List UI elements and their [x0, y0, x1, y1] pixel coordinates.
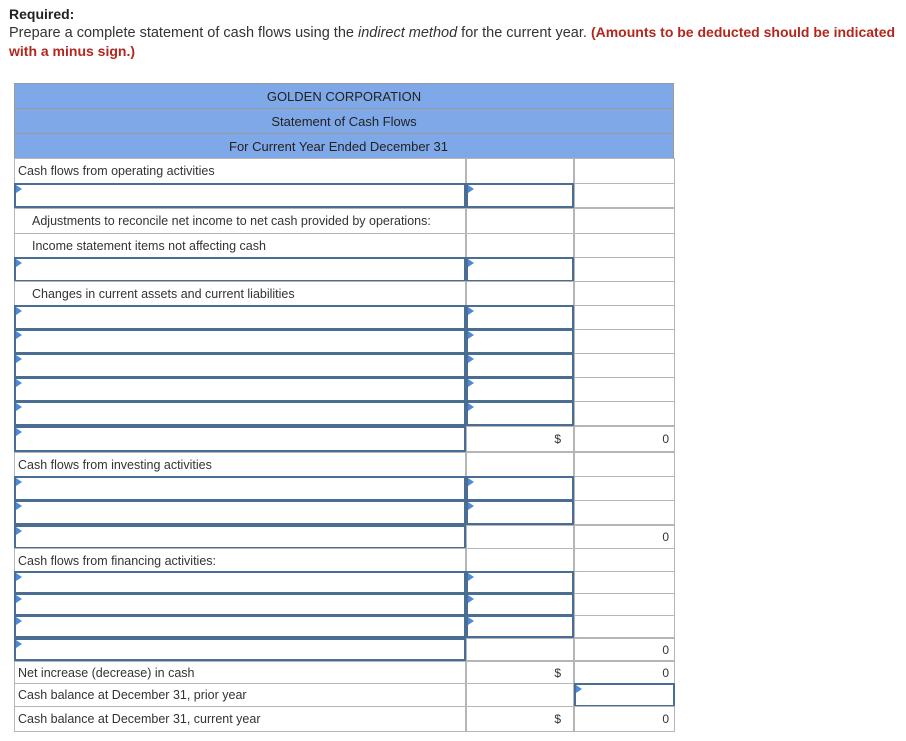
changes-row-5	[14, 401, 675, 426]
financing-total-row	[14, 638, 675, 661]
noncash-label-input[interactable]	[14, 257, 466, 282]
operating-heading: Cash flows from operating activities	[18, 164, 215, 178]
financing-2-amount-input[interactable]	[466, 593, 574, 616]
dropdown-flag-icon	[16, 307, 22, 315]
dropdown-flag-icon	[16, 617, 22, 625]
dropdown-flag-icon	[16, 527, 22, 535]
dropdown-flag-icon	[16, 595, 22, 603]
investing-2-amount-input[interactable]	[466, 500, 574, 525]
noncash-heading: Income statement items not affecting cash	[32, 238, 266, 253]
company-name: GOLDEN CORPORATION	[14, 83, 674, 109]
operating-heading-row	[14, 158, 675, 184]
net-change-row	[14, 661, 675, 684]
financing-heading: Cash flows from financing activities:	[18, 553, 216, 568]
investing-total-label-input[interactable]	[14, 525, 466, 549]
dropdown-flag-icon	[16, 403, 22, 411]
prior-balance-label: Cash balance at December 31, prior year	[18, 688, 247, 702]
dropdown-flag-icon	[468, 185, 474, 193]
instructions	[9, 6, 904, 61]
change-4-label-input[interactable]	[14, 377, 466, 402]
financing-heading-row	[14, 548, 675, 573]
financing-3-label-input[interactable]	[14, 615, 466, 638]
investing-1-amount-input[interactable]	[466, 476, 574, 501]
dropdown-flag-icon	[468, 379, 474, 387]
dropdown-flag-icon	[468, 478, 474, 486]
dropdown-flag-icon	[576, 685, 582, 693]
current-balance-row	[14, 706, 675, 732]
changes-row-4	[14, 377, 675, 402]
currency-symbol: $	[554, 665, 561, 680]
changes-row-1	[14, 305, 675, 330]
change-1-amount-input[interactable]	[466, 305, 574, 330]
instruction-text-start: Prepare a complete statement of cash flows using the	[9, 25, 358, 41]
operating-total-value: 0	[662, 432, 669, 446]
financing-total-value: 0	[662, 642, 669, 657]
net-income-amount-input[interactable]	[466, 183, 574, 208]
instruction-note: (Amounts to be deducted should be indicated with a minus sign.)	[9, 24, 896, 59]
prior-balance-input[interactable]	[574, 683, 675, 707]
financing-total-label-input[interactable]	[14, 638, 466, 661]
dropdown-flag-icon	[16, 640, 22, 648]
statement-period	[14, 133, 674, 159]
dropdown-flag-icon	[468, 331, 474, 339]
net-change-label: Net increase (decrease) in cash	[18, 665, 195, 680]
changes-heading-row	[14, 281, 675, 306]
net-income-row	[14, 183, 675, 208]
statement-period-text: For Current Year Ended December 31	[229, 139, 448, 154]
operating-total-row	[14, 426, 675, 452]
instruction-text-end: for the current year.	[457, 25, 591, 41]
financing-1-amount-input[interactable]	[466, 571, 574, 594]
investing-row-1	[14, 476, 675, 501]
change-3-label-input[interactable]	[14, 353, 466, 378]
noncash-row	[14, 257, 675, 282]
dropdown-flag-icon	[468, 595, 474, 603]
adjustments-heading: Adjustments to reconcile net income to net cash provided by operations:	[32, 214, 431, 228]
financing-row-1	[14, 571, 675, 594]
investing-2-label-input[interactable]	[14, 500, 466, 525]
net-change-value: 0	[662, 665, 669, 680]
dropdown-flag-icon	[468, 403, 474, 411]
adjustments-row	[14, 208, 675, 234]
dropdown-flag-icon	[16, 573, 22, 581]
change-2-amount-input[interactable]	[466, 329, 574, 354]
dropdown-flag-icon	[468, 355, 474, 363]
financing-3-amount-input[interactable]	[466, 615, 574, 638]
change-4-amount-input[interactable]	[466, 377, 574, 402]
change-1-label-input[interactable]	[14, 305, 466, 330]
financing-1-label-input[interactable]	[14, 571, 466, 594]
dropdown-flag-icon	[468, 259, 474, 267]
dropdown-flag-icon	[16, 502, 22, 510]
change-5-amount-input[interactable]	[466, 401, 574, 426]
dropdown-flag-icon	[16, 331, 22, 339]
noncash-heading-row	[14, 233, 675, 258]
investing-1-label-input[interactable]	[14, 476, 466, 501]
investing-heading-row	[14, 452, 675, 477]
dropdown-flag-icon	[16, 259, 22, 267]
dropdown-flag-icon	[16, 185, 22, 193]
change-3-amount-input[interactable]	[466, 353, 574, 378]
changes-row-2	[14, 329, 675, 354]
investing-total-value: 0	[662, 530, 669, 544]
noncash-amount-input[interactable]	[466, 257, 574, 282]
changes-heading: Changes in current assets and current liabilities	[32, 286, 295, 301]
financing-row-2	[14, 593, 675, 616]
currency-symbol: $	[554, 712, 561, 726]
investing-heading: Cash flows from investing activities	[18, 457, 212, 472]
dropdown-flag-icon	[468, 502, 474, 510]
change-5-label-input[interactable]	[14, 401, 466, 426]
dropdown-flag-icon	[16, 355, 22, 363]
prior-balance-row	[14, 683, 675, 707]
dropdown-flag-icon	[468, 307, 474, 315]
dropdown-flag-icon	[468, 617, 474, 625]
change-2-label-input[interactable]	[14, 329, 466, 354]
currency-symbol: $	[554, 432, 561, 446]
instruction-text	[9, 23, 904, 61]
financing-row-3	[14, 615, 675, 638]
required-heading: Required:	[9, 6, 75, 22]
net-income-label-input[interactable]	[14, 183, 466, 208]
dropdown-flag-icon	[468, 573, 474, 581]
current-balance-value: 0	[662, 712, 669, 726]
changes-row-3	[14, 353, 675, 378]
financing-2-label-input[interactable]	[14, 593, 466, 616]
dropdown-flag-icon	[16, 379, 22, 387]
statement-title: Statement of Cash Flows	[14, 108, 674, 134]
investing-total-row	[14, 525, 675, 549]
investing-row-2	[14, 500, 675, 525]
instruction-method: indirect method	[358, 25, 458, 41]
operating-total-label-input[interactable]	[14, 426, 466, 452]
dropdown-flag-icon	[16, 428, 22, 436]
current-balance-label: Cash balance at December 31, current year	[18, 712, 261, 726]
dropdown-flag-icon	[16, 478, 22, 486]
